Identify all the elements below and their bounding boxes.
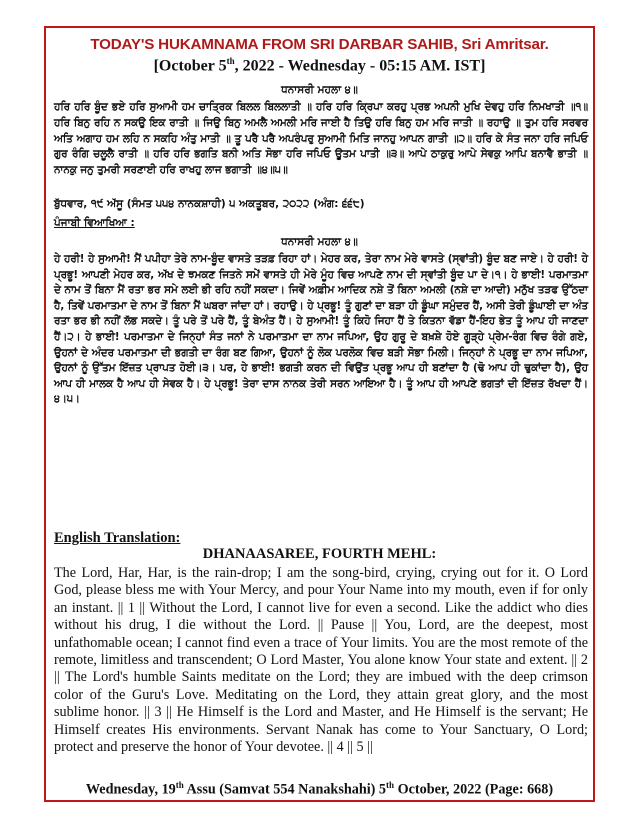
date-sup: th <box>226 56 235 66</box>
footer-sup2: th <box>386 780 395 790</box>
punjabi-text: ਹੇ ਹਰੀ! ਹੇ ਸੁਆਮੀ! ਮੈਂ ਪਪੀਹਾ ਤੇਰੇ ਨਾਮ-ਬੂੰਦ ਵਾਸਤੇ ਤੜਫ਼ ਰਿਹਾ ਹਾਂ। ਮੇਹਰ ਕਰ, ਤੇਰਾ ਨਾਮ ਮੇਰੇ ਵਾਸਤੇ (ਸ੍ਵਾਂਤੀ) ਬੂੰਦ ਬਣ ਜਾਏ। ਹੇ ਹਰੀ! ਹੇ ਪ੍ਰਭੂ! ਆਪਣੀ ਮੇਹਰ ਕਰ, ਅੱਖ ਦੇ ਝਮਕਣ ਜਿਤਨੇ ਸਮੇਂ ਵਾਸਤੇ ਹੀ ਮੇਰੇ ਮੂੰਹ ਵਿਚ ਆਪਣੇ ਨਾਮ ਦੀ ਸ੍ਵਾਂਤੀ ਬੂੰਦ ਪਾ ਦੇ।੧। ਹੇ ਭਾਈ! ਪਰਮਾਤਮਾ ਦੇ ਨਾਮ ਤੋਂ ਬਿਨਾ ਮੈਂ ਰਤਾ ਭਰ ਸਮੇ ਲਈ ਭੀ ਰਹਿ ਨਹੀਂ ਸਕਦਾ। ਜਿਵੇਂ ਅਫ਼ੀਮ ਆਦਿਕ ਨਸ਼ੇ ਤੋਂ ਬਿਨਾ ਅਮਲੀ (ਨਸ਼ੇ ਦਾ ਆਦੀ) ਮਨੁੱਖ ਤੜਫ ਉੱਠਦਾ ਹੈ, ਤਿਵੇਂ ਪਰਮਾਤਮਾ ਦੇ ਨਾਮ ਤੋਂ ਬਿਨਾ ਮੈਂ ਘਬਰਾ ਜਾਂਦਾ ਹਾਂ। ਰਹਾਉ। ਹੇ ਪ੍ਰਭੂ! ਤੂੰ ਗੁਣਾਂ ਦਾ ਬੜਾ ਹੀ ਡੂੰਘਾ ਸਮੁੰਦਰ ਹੈਂ, ਅਸੀ ਤੇਰੀ ਡੂੰਘਾਈ ਦਾ ਅੰਤ ਰਤਾ ਭਰ ਭੀ ਨਹੀਂ ਲੱਭ ਸਕਦੇ। ਤੂੰ ਪਰੇ ਤੋਂ ਪਰੇ ਹੈਂ, ਤੂੰ ਬੇਅੰਤ ਹੈਂ। ਹੇ ਸੁਆਮੀ! ਤੂੰ ਕਿਹੋ ਜਿਹਾ ਹੈਂ ਤੇ ਕਿਤਨਾ ਵੱਡਾ ਹੈਂ-ਇਹ ਭੇਤ ਤੂੰ ਆਪ ਹੀ ਜਾਣਦਾ ਹੈਂ।੨। ਹੇ ਭਾਈ! ਪਰਮਾਤਮਾ ਦੇ ਜਿਨ੍ਹਾਂ ਸੰਤ ਜਨਾਂ ਨੇ ਪਰਮਾਤਮਾ ਦਾ ਨਾਮ ਜਪਿਆ, ਉਹ ਗੁਰੂ ਦੇ ਬਖ਼ਸ਼ੇ ਹੋਏ ਗੂੜ੍ਹੇ ਪ੍ਰੇਮ-ਰੰਗ ਵਿਚ ਰੰਗੇ ਗਏ, ਉਹਨਾਂ ਦੇ ਅੰਦਰ ਪਰਮਾਤਮਾ ਦੀ ਭਗਤੀ ਦਾ ਰੰਗ ਬਣ ਗਿਆ, ਉਹਨਾਂ ਨੂੰ ਲੋਕ ਪਰਲੋਕ ਵਿਚ ਬੜੀ ਸੋਭਾ ਮਿਲੀ। ਜਿਨ੍ਹਾਂ ਨੇ ਪ੍ਰਭੂ ਦਾ ਨਾਮ ਜਪਿਆ, ਉਹਨਾਂ ਨੂੰ ਉੱਤਮ ਇੱਜ਼ਤ ਪ੍ਰਾਪਤ ਹੋਈ।੩। ਪਰ, ਹੇ ਭਾਈ! ਭਗਤੀ ਕਰਨ ਦੀ ਵਿਉਂਤ ਪ੍ਰਭੂ ਆਪ ਹੀ ਬਣਾਂਦਾ ਹੈ (ਢੋ ਆਪ ਹੀ ਢੁਕਾਂਦਾ ਹੈ), ਉਹ ਆਪ ਹੀ ਮਾਲਕ ਹੈ ਆਪ ਹੀ ਸੇਵਕ ਹੈ। ਹੇ ਪ੍ਰਭੂ! ਤੇਰਾ ਦਾਸ ਨਾਨਕ ਤੇਰੀ ਸਰਨ ਆਇਆ ਹੈ। ਤੂੰ ਆਪ ਹੀ ਆਪਣੇ ਭਗਤਾਂ ਦੀ ਇੱਜ਼ਤ ਰੱਖਦਾ ਹੈਂ।੪।੫। <box>54 253 588 406</box>
footer-sup1: th <box>175 780 184 790</box>
footer-part2: Assu (Samvat 554 Nanakshahi) 5 <box>183 781 387 798</box>
gurbani-date-line: ਬੁੱਧਵਾਰ, ੧੯ ਅੱਸੂ (ਸੰਮਤ ੫੫੪ ਨਾਨਕਸ਼ਾਹੀ) ੫ ਅਕਤੂਬਰ, ੨੦੨੨ (ਅੰਗ: ੬੬੮) <box>54 198 365 210</box>
footer-part3: October, 2022 (Page: 668) <box>394 781 554 798</box>
english-text: The Lord, Har, Har, is the rain-drop; I am the song-bird, crying, crying out for it. O Lord God, please bless me with Your Mercy, and pour Your Name into my mouth, even if for only an instant. || 1 || Without the Lord, I cannot live for even a second. Like the addict who dies without his drug, I die without the Lord. || Pause || You, Lord, are the deepest, most unfathomable ocean; I cannot find even a trace of Your limits. You are the most remote of the remote, limitless and transcendent; O Lord Master, You alone know Your state and extent. || 2 || The Lord's humble Saints meditate on the Lord; they are imbued with the deep crimson color of the Guru's Love. Meditating on the Lord, they attain great glory, and the most sublime honor. || 3 || He Himself is the Lord and Master, and He Himself is the servant; He Himself creates His environments. Servant Nanak has come to Your Sanctuary, O Lord; protect and preserve the honor of Your devotee. || 4 || 5 || <box>54 565 588 756</box>
footer-part1: Wednesday, 19 <box>85 781 176 798</box>
date-suffix: , 2022 - Wednesday - 05:15 AM. IST] <box>234 57 486 75</box>
footer-date <box>46 780 593 799</box>
gurbani-heading: ਧਨਾਸਰੀ ਮਹਲਾ ੪॥ <box>281 84 358 96</box>
page-title: TODAY'S HUKAMNAMA FROM SRI DARBAR SAHIB, Sri Amritsar. <box>90 36 549 53</box>
date-prefix: [October 5 <box>153 57 227 75</box>
punjabi-label: ਪੰਜਾਬੀ ਵਿਆਖਿਆ : <box>54 217 135 229</box>
page-frame <box>44 26 595 802</box>
gurbani-text: ਹਰਿ ਹਰਿ ਬੂੰਦ ਭਏ ਹਰਿ ਸੁਆਮੀ ਹਮ ਚਾਤ੍ਰਿਕ ਬਿਲਲ ਬਿਲਲਾਤੀ ॥ ਹਰਿ ਹਰਿ ਕ੍ਰਿਪਾ ਕਰਹੁ ਪ੍ਰਭ ਅਪਨੀ ਮੁਖਿ ਦੇਵਹੁ ਹਰਿ ਨਿਮਖਾਤੀ ॥੧॥ ਹਰਿ ਬਿਨੁ ਰਹਿ ਨ ਸਕਉ ਇਕ ਰਾਤੀ ॥ ਜਿਉ ਬਿਨੁ ਅਮਲੈ ਅਮਲੀ ਮਰਿ ਜਾਈ ਹੈ ਤਿਉ ਹਰਿ ਬਿਨੁ ਹਮ ਮਰਿ ਜਾਤੀ ॥ ਰਹਾਉ ॥ ਤੁਮ ਹਰਿ ਸਰਵਰ ਅਤਿ ਅਗਾਹ ਹਮ ਲਹਿ ਨ ਸਕਹਿ ਅੰਤੁ ਮਾਤੀ ॥ ਤੂ ਪਰੈ ਪਰੈ ਅਪਰੰਪਰੁ ਸੁਆਮੀ ਮਿਤਿ ਜਾਨਹੁ ਆਪਨ ਗਾਤੀ ॥੨॥ ਹਰਿ ਕੇ ਸੰਤ ਜਨਾ ਹਰਿ ਜਪਿਓ ਗੁਰ ਰੰਗਿ ਚਲੂਲੈ ਰਾਤੀ ॥ ਹਰਿ ਹਰਿ ਭਗਤਿ ਬਨੀ ਅਤਿ ਸੋਭਾ ਹਰਿ ਜਪਿਓ ਊਤਮ ਪਾਤੀ ॥੩॥ ਆਪੇ ਠਾਕੁਰੁ ਆਪੇ ਸੇਵਕੁ ਆਪਿ ਬਨਾਵੈ ਭਾਤੀ ॥ ਨਾਨਕੁ ਜਨੁ ਤੁਮਰੀ ਸਰਣਾਈ ਹਰਿ ਰਾਖਹੁ ਲਾਜ ਭਗਾਤੀ ॥੪॥੫॥ <box>54 101 588 177</box>
date-line <box>46 56 593 75</box>
english-heading: DHANAASAREE, FOURTH MEHL: <box>202 546 437 562</box>
english-label: English Translation: <box>54 530 181 546</box>
punjabi-heading: ਧਨਾਸਰੀ ਮਹਲਾ ੪॥ <box>281 236 358 248</box>
